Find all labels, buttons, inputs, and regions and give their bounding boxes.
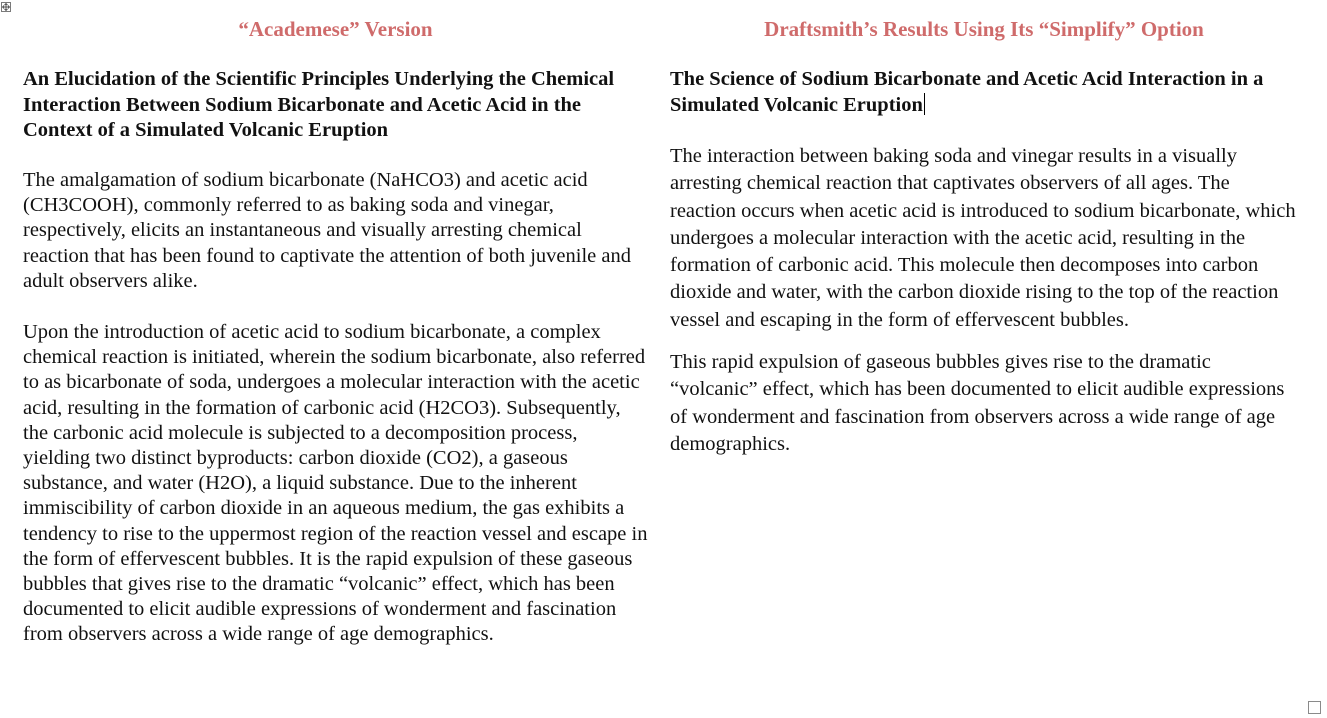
table-move-handle-icon[interactable]	[1, 2, 11, 12]
simplified-title-text: The Science of Sodium Bicarbonate and Acetic Acid Interaction in a Simulated Volcanic Eruption	[670, 68, 1264, 116]
text-cursor	[924, 93, 925, 115]
table-resize-handle-icon[interactable]	[1308, 701, 1321, 714]
simplified-paragraph-2[interactable]: This rapid expulsion of gaseous bubbles gives rise to the dramatic “volcanic” effect, which has been documented to elicit audible expressions of wonderment and fascination from observers across a wide range of age demographics.	[670, 351, 1285, 455]
academese-paragraph-1[interactable]: The amalgamation of sodium bicarbonate (NaHCO3) and acetic acid (CH3COOH), commonly referred to as baking soda and vinegar, respectively, elicits an instantaneous and visually arresting chemical reaction that has been found to captivate the attention of both juvenile and adult observers alike.	[23, 169, 631, 292]
academese-column-header: “Academese” Version	[238, 17, 433, 41]
simplified-paragraph-1[interactable]: The interaction between baking soda and vinegar results in a visually arresting chemical reaction that captivates observers of all ages. The reaction occurs when acetic acid is introduced to sodium bicarbonate, which undergoes a molecular interaction with the acetic acid, resulting in the formation of carbonic acid. This molecule then decomposes into carbon dioxide and water, with the carbon dioxide rising to the top of the reaction vessel and escaping in the form of effervescent bubbles.	[670, 145, 1296, 331]
simplified-column-header: Draftsmith’s Results Using Its “Simplify” Option	[764, 17, 1204, 41]
simplified-title[interactable]	[670, 67, 1298, 118]
academese-paragraph-2[interactable]: Upon the introduction of acetic acid to sodium bicarbonate, a complex chemical reaction is initiated, wherein the sodium bicarbonate, also referred to as bicarbonate of soda, undergoes a molecular interaction with the acetic acid, resulting in the formation of carbonic acid (H2CO3). Subsequently, the carbonic acid molecule is subjected to a decomposition process, yielding two distinct byproducts: carbon dioxide (CO2), a gaseous substance, and water (H2O), a liquid substance. Due to the inherent immiscibility of carbon dioxide in an aqueous medium, the gas exhibits a tendency to rise to the uppermost region of the reaction vessel and escape in the form of effervescent bubbles. It is the rapid expulsion of these gaseous bubbles that gives rise to the dramatic “volcanic” effect, which has been documented to elicit audible expressions of wonderment and fascination from observers across a wide range of age demographics.	[23, 321, 648, 646]
academese-title[interactable]: An Elucidation of the Scientific Principles Underlying the Chemical Interaction Between Sodium Bicarbonate and Acetic Acid in the Context of a Simulated Volcanic Eruption	[23, 68, 615, 141]
